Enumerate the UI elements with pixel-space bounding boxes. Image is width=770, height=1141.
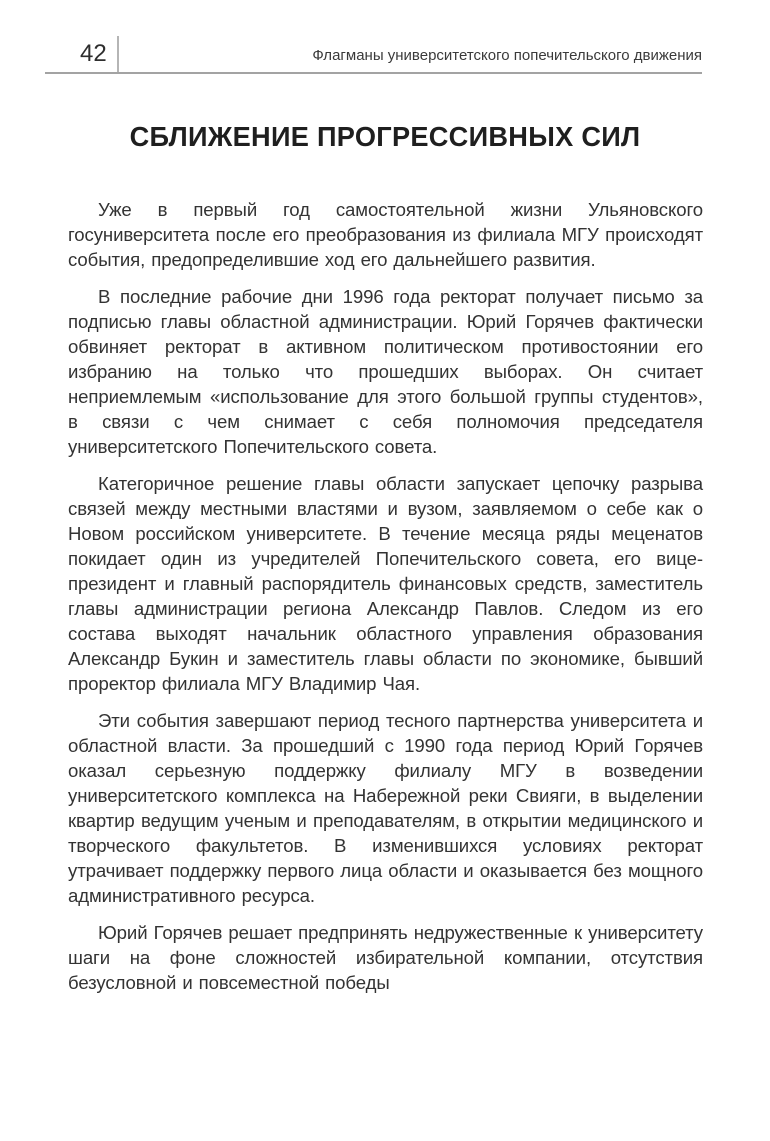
page-header	[45, 30, 702, 74]
body-paragraph: В последние рабочие дни 1996 года ректорат получает письмо за подписью главы областной администрации. Юрий Горячев фактически обвиняет ректорат в активном политическом противостоянии его избранию на только что прошедших выборах. Он считает неприемлемым «использование для этого большой группы студентов», в связи с чем снимает с себя полномочия председателя университетского Попечительского совета.	[68, 286, 703, 457]
chapter-title: СБЛИЖЕНИЕ ПРОГРЕССИВНЫХ СИЛ	[129, 120, 641, 152]
body-paragraph: Юрий Горячев решает предпринять недружественные к университету шаги на фоне сложностей избирательной компании, отсутствия безусловной и повсеместной победы	[68, 922, 703, 993]
page-number: 42	[80, 40, 107, 67]
running-head: Флагманы университетского попечительского движения	[312, 47, 702, 64]
body-paragraph: Эти события завершают период тесного партнерства университета и областной власти. За прошедший с 1990 года период Юрий Горячев оказал серьезную поддержку филиалу МГУ в возведении университетского комплекса на Набережной реки Свияги, в выделении квартир ведущим ученым и преподавателям, в открытии медицинского и творческого факультетов. В изменившихся условиях ректорат утрачивает поддержку первого лица области и оказывается без мощного административного ресурса.	[68, 710, 703, 906]
body-paragraph: Категоричное решение главы области запускает цепочку разрыва связей между местными властями и вузом, заявляемом о себе как о Новом российском университете. В течение месяца ряды меценатов покидает один из учредителей Попечительского совета, его вице-президент и главный распорядитель финансовых средств, заместитель главы администрации региона Александр Павлов. Следом из его состава выходят начальник областного управления образования Александр Букин и заместитель главы области по экономике, бывший проректор филиала МГУ Владимир Чая.	[68, 473, 703, 694]
header-divider	[117, 36, 119, 72]
article-body	[68, 197, 703, 1007]
body-paragraph: Уже в первый год самостоятельной жизни Ульяновского госуниверситета после его преобразования из филиала МГУ происходят события, предопределившие ход его дальнейшего развития.	[68, 199, 703, 270]
